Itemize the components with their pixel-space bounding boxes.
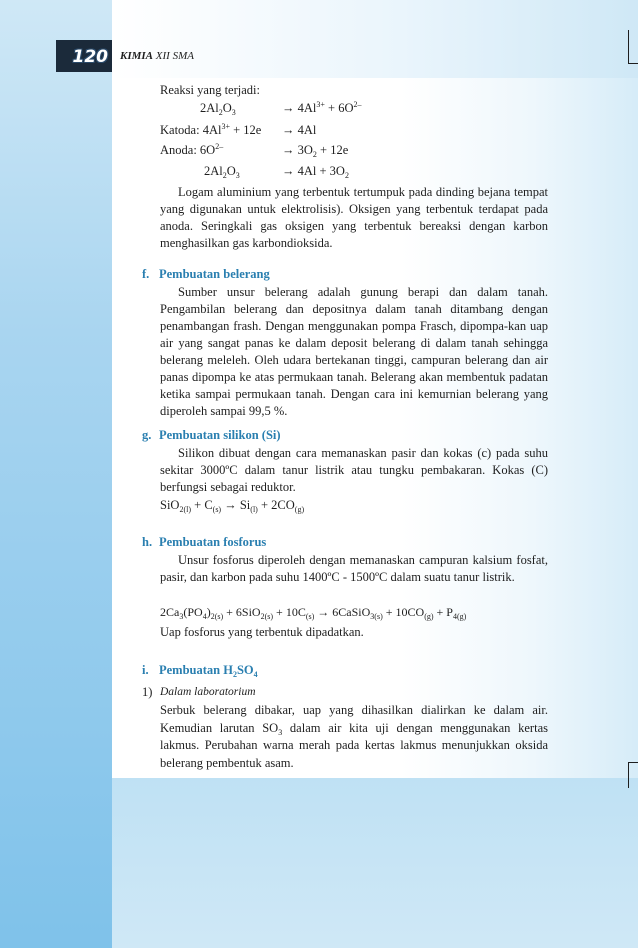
- reaction-4-left: $2Al_2O_3$: [204, 164, 240, 180]
- top-color-band: [112, 0, 638, 78]
- section-f-heading: f. Pembuatan belerang: [142, 267, 270, 281]
- silicon-equation: $SiO_{2(l)} + C_{(s)} \to Si_{(l)} + 2CO_{(g)}$: [160, 498, 305, 514]
- section-i-heading: i. Pembuatan $H_2SO_4$: [142, 663, 258, 679]
- katoda-reaction-left: Katoda: $4Al^{3+} + 12e$: [160, 122, 262, 137]
- bottom-color-band: [112, 778, 638, 948]
- katoda-reaction-right: → 4Al: [282, 123, 317, 137]
- running-header: [120, 50, 194, 62]
- section-g-heading: g. Pembuatan silikon (Si): [142, 428, 281, 442]
- phosphorus-equation: $2Ca_3(PO_4)_{2(s)} + 6SiO_{2(s)} + 10C_{(s)}$ → 6CaSiO$_{3(s)}$ + $10CO_{(g)} + P_{4(g)}$: [160, 605, 467, 621]
- crop-mark-bottom-right-v: [628, 762, 629, 788]
- crop-mark-top-right: [628, 30, 629, 64]
- aluminium-paragraph: Logam aluminium yang terbentuk tertumpuk pada dinding bejana tempat yang digunakan untuk elektrolisis). Oksigen yang terbentuk terdapat pada anoda. Seringkali gas oksigen yang terbentuk bereaksi dengan karbon menghasilkan gas karbondioksida.: [160, 185, 548, 250]
- anoda-reaction-left: Anoda: $6O^{2-}$: [160, 142, 224, 157]
- crop-mark-bottom-right: [628, 762, 638, 763]
- book-subject: KIMIA: [120, 50, 154, 62]
- subitem-number: 1): [142, 685, 153, 699]
- section-h-paragraph: Unsur fosforus diperoleh dengan memanaskan campuran kalsium fosfat, pasir, dan karbon pada suhu 1400ºC - 1500ºC dalam suatu tanur listrik.: [160, 553, 548, 584]
- reaction-intro: Reaksi yang terjadi:: [160, 83, 260, 97]
- crop-mark-top-right-h: [628, 63, 638, 64]
- page-number: 120: [72, 47, 108, 67]
- section-h-heading: h. Pembuatan fosforus: [142, 535, 267, 549]
- reaction-1-right: → $4Al^{3+} + 6O^{2-}$: [282, 100, 362, 115]
- section-f-paragraph: Sumber unsur belerang adalah gunung berapi dan dalam tanah. Pengambilan belerang dan depositnya dalam tanah ditambang dengan penambangan frash. Dengan menggunakan pompa Frasch, dipompa-kan uap air yang sangat panas ke dalam deposit belerang di dalam tanah sehingga belerang meleleh. Oleh udara bertekanan tinggi, campuran belerang dan air panas dipompa ke atas permukaan tanah. Belerang akan membentuk padatan ketika sampai permukaan tanah. Dengan cara ini kemurnian belerang yang diperoleh sampai 99,5 %.: [160, 285, 548, 418]
- reaction-4-right: → $4Al + 3O_2$: [282, 164, 349, 180]
- reaction-1-left: $2Al_2O_3$: [200, 101, 236, 117]
- section-g-paragraph: Silikon dibuat dengan cara memanaskan pasir dan kokas (c) pada suhu sekitar 3000ºC dalam tanur listrik atau tungku pembakaran. Kokas (C) berfungsi sebagai reduktor.: [160, 446, 548, 494]
- anoda-reaction-right: → $3O_2 + 12e$: [282, 143, 349, 159]
- book-grade: XII SMA: [153, 50, 194, 62]
- subitem-title: Dalam laboratorium: [160, 686, 256, 698]
- left-color-band: [0, 0, 112, 948]
- section-i-paragraph: Serbuk belerang dibakar, uap yang dihasilkan dialirkan ke dalam air. Kemudian larutan $SO_3$ dalam air kita uji dengan menggunakan kertas lakmus. Perubahan warna merah pada kertas lakmus menunjukkan oksida belerang pembentuk asam.: [160, 703, 548, 770]
- phosphorus-closing: Uap fosforus yang terbentuk dipadatkan.: [160, 625, 364, 639]
